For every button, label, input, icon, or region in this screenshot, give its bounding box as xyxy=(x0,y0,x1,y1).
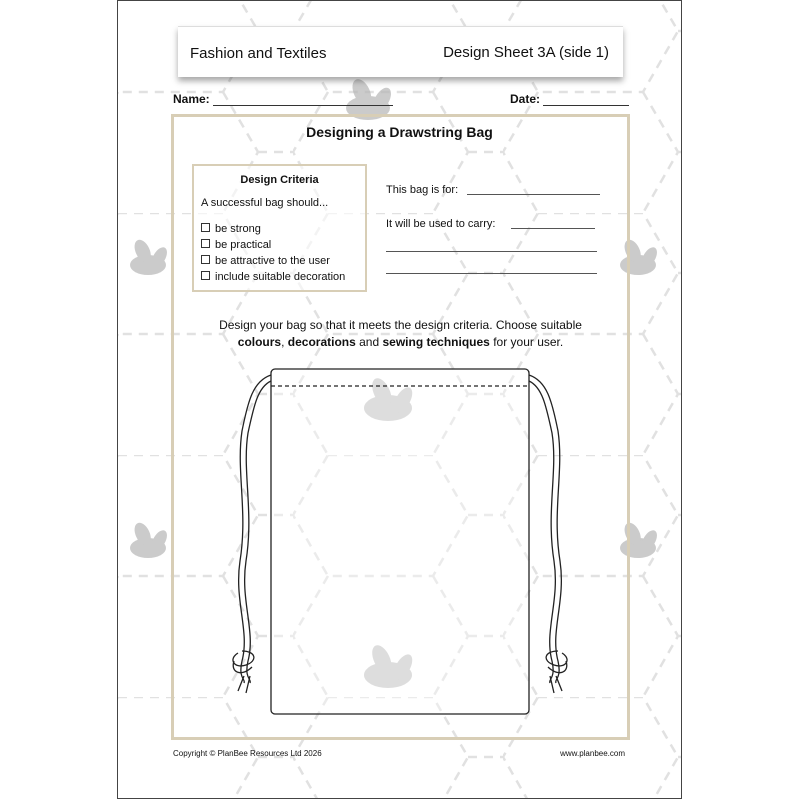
sewing-keyword: sewing techniques xyxy=(382,335,490,349)
date-label: Date: xyxy=(510,92,541,106)
decorations-keyword: decorations xyxy=(287,335,356,349)
date-row xyxy=(510,92,629,106)
worksheet-title: Designing a Drawstring Bag xyxy=(306,124,493,140)
carry-label: It will be used to carry: xyxy=(386,218,496,230)
header-banner xyxy=(178,26,623,77)
criteria-item: be practical xyxy=(201,237,345,253)
bag-for-line[interactable] xyxy=(467,194,600,195)
copyright: Copyright © PlanBee Resources Ltd 2026 xyxy=(173,749,322,758)
sheet-title: Design Sheet 3A (side 1) xyxy=(443,44,609,61)
criteria-item: be strong xyxy=(201,221,345,237)
worksheet-page xyxy=(117,0,682,799)
checkbox-icon[interactable] xyxy=(201,223,210,232)
carry-line[interactable] xyxy=(511,228,595,229)
date-field-line[interactable] xyxy=(543,93,629,106)
criteria-item: include suitable decoration xyxy=(201,269,345,285)
checkbox-icon[interactable] xyxy=(201,271,210,280)
colours-keyword: colours xyxy=(237,335,282,349)
criteria-heading: Design Criteria xyxy=(240,174,319,186)
website: www.planbee.com xyxy=(560,749,625,758)
name-field-line[interactable] xyxy=(213,93,393,106)
criteria-list xyxy=(201,221,345,285)
design-criteria-box xyxy=(192,164,367,292)
name-row xyxy=(173,92,393,106)
drawstring-bag-outline[interactable] xyxy=(228,361,573,721)
carry-line-2[interactable] xyxy=(386,251,597,252)
carry-line-3[interactable] xyxy=(386,273,597,274)
criteria-intro: A successful bag should... xyxy=(201,197,329,209)
name-label: Name: xyxy=(173,92,210,106)
criteria-item: be attractive to the user xyxy=(201,253,345,269)
instructions: Design your bag so that it meets the design criteria. Choose suitable colours, decorations and sewing techniques for your user. xyxy=(219,318,582,349)
checkbox-icon[interactable] xyxy=(201,255,210,264)
subject-title: Fashion and Textiles xyxy=(190,45,327,62)
bag-for-label: This bag is for: xyxy=(386,184,459,196)
checkbox-icon[interactable] xyxy=(201,239,210,248)
